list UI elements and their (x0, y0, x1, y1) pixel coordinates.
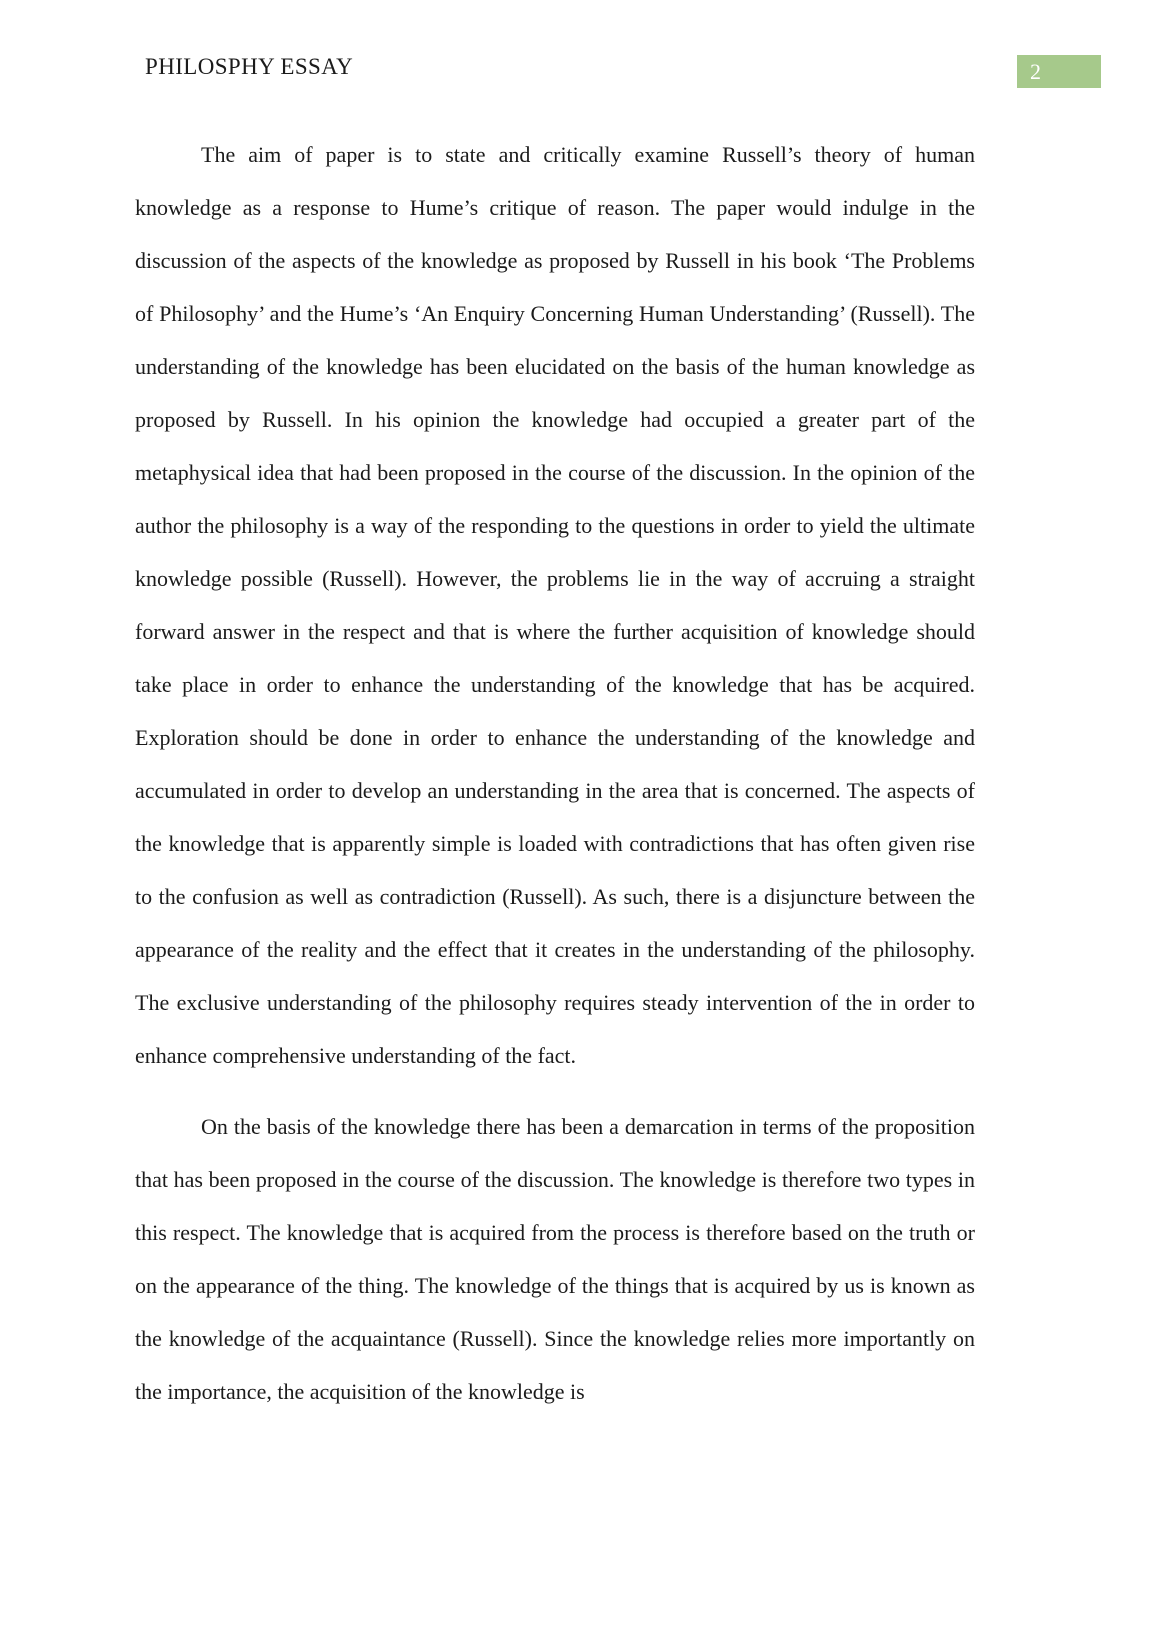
page-number: 2 (1030, 58, 1041, 84)
page-header (0, 0, 1158, 100)
page-number-badge (1017, 55, 1101, 88)
essay-paragraph-2: On the basis of the knowledge there has been a demarcation in terms of the proposition that has been proposed in the course of the discussion. The knowledge is therefore two types in this respect. The knowledge that is acquired from the process is therefore based on the truth or on the appearance of the thing. The knowledge of the things that is acquired by us is known as the knowledge of the acquaintance (Russell). Since the knowledge relies more importantly on the importance, the acquisition of the knowledge is (135, 1114, 975, 1404)
running-head-title: PHILOSPHY ESSAY (145, 54, 354, 79)
essay-paragraph-1: The aim of paper is to state and critically examine Russell’s theory of human knowledge as a response to Hume’s critique of reason. The paper would indulge in the discussion of the aspects of the knowledge as proposed by Russell in his book ‘The Problems of Philosophy’ and the Hume’s ‘An Enquiry Concerning Human Understanding’ (Russell). The understanding of the knowledge has been elucidated on the basis of the human knowledge as proposed by Russell. In his opinion the knowledge had occupied a greater part of the metaphysical idea that had been proposed in the course of the discussion. In the opinion of the author the philosophy is a way of the responding to the questions in order to yield the ultimate knowledge possible (Russell). However, the problems lie in the way of accruing a straight forward answer in the respect and that is where the further acquisition of knowledge should take place in order to enhance the understanding of the knowledge that has be acquired. Exploration should be done in order to enhance the understanding of the knowledge and accumulated in order to develop an understanding in the area that is concerned. The aspects of the knowledge that is apparently simple is loaded with contradictions that has often given rise to the confusion as well as contradiction (Russell). As such, there is a disjuncture between the appearance of the reality and the effect that it creates in the understanding of the philosophy. The exclusive understanding of the philosophy requires steady intervention of the in order to enhance comprehensive understanding of the fact. (135, 142, 975, 1068)
essay-body (135, 128, 975, 1418)
